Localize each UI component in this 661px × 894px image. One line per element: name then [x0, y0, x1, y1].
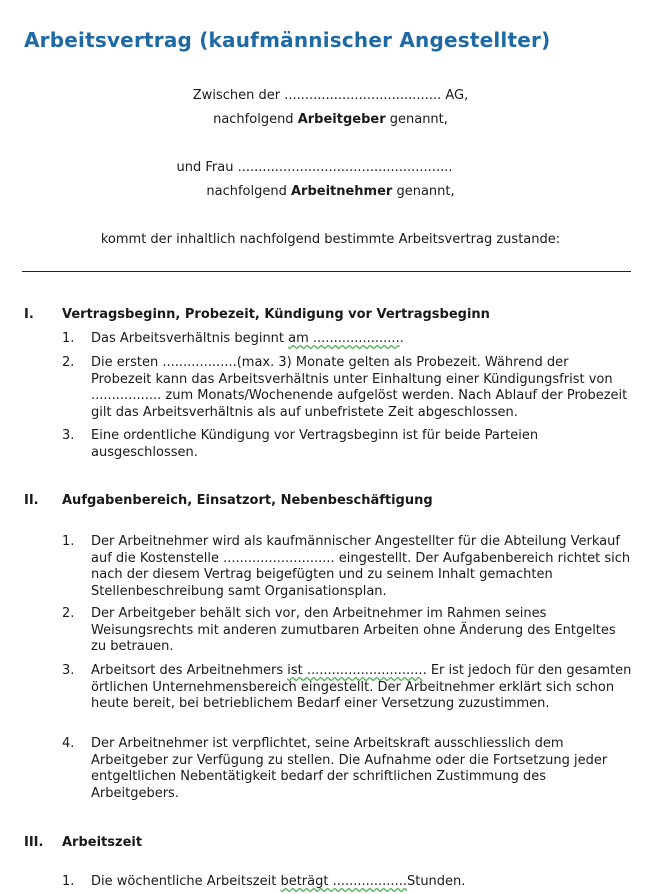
contract-intro: kommt der inhaltlich nachfolgend bestimmte Arbeitsvertrag zustande:: [100, 232, 561, 247]
item-number: 1.: [62, 874, 75, 889]
item-text-pre: Arbeitsort des Arbeitnehmers: [91, 663, 288, 678]
section-heading-1: [24, 307, 490, 322]
party-employee-line: und Frau ....................................................: [176, 160, 453, 175]
spellcheck-marked-text: am .....................: [288, 331, 400, 346]
spellcheck-marked-text: ist ............................: [287, 663, 423, 678]
item-number: 1.: [62, 534, 75, 549]
employee-designation: [0, 184, 661, 200]
list-item: [62, 663, 632, 713]
item-text-post: .: [399, 331, 404, 346]
section-heading-3: [24, 835, 142, 850]
item-text: Der Arbeitnehmer ist verpflichtet, seine Arbeitskraft ausschliesslich dem Arbeitgeber zur Verfügung zu stellen. Die Aufnahme oder die Fortsetzung jeder entgeltlichen Nebentätigkeit bedarf der schriftlichen Zustimmung des Arbeitgebers.: [91, 736, 608, 801]
section-heading-2: [24, 493, 433, 508]
item-text: Eine ordentliche Kündigung vor Vertragsbeginn ist für beide Parteien ausgeschlossen.: [91, 428, 539, 460]
item-number: 3.: [62, 428, 75, 443]
list-item: [62, 534, 632, 600]
list-item: [62, 874, 632, 891]
section-title: Vertragsbeginn, Probezeit, Kündigung vor Vertragsbeginn: [62, 307, 490, 322]
item-text-pre: Die wöchentliche Arbeitszeit: [91, 874, 281, 889]
item-text: [91, 663, 632, 713]
employee-designation-pre: nachfolgend: [206, 184, 291, 199]
employee-term: Arbeitnehmer: [290, 184, 393, 199]
section-number: III.: [24, 835, 44, 850]
item-text-post: Stunden.: [406, 874, 466, 889]
list-item: [62, 428, 632, 461]
item-text: Der Arbeitgeber behält sich vor, den Arbeitnehmer im Rahmen seines Weisungsrechts mit anderen zumutbaren Arbeiten ohne Änderung des Entgeltes zu betrauen.: [91, 606, 616, 654]
item-number: 2.: [62, 355, 75, 370]
list-item: [62, 606, 632, 656]
item-text: [91, 331, 632, 348]
list-item: [62, 331, 632, 348]
list-item: [62, 355, 632, 421]
section-number: II.: [24, 493, 39, 508]
party-employer-line: Zwischen der ...................................... AG,: [192, 88, 469, 103]
section-number: I.: [24, 307, 34, 322]
item-number: 3.: [62, 663, 75, 678]
employer-term: Arbeitgeber: [297, 112, 386, 127]
item-text-pre: Das Arbeitsverhältnis beginnt: [91, 331, 289, 346]
item-text-post: . Er ist jedoch für den gesamten örtlichen Unternehmensbereich eingestellt. Der Arbeitnehmer erklärt sich schon heute bereit, bei betrieblichem Bedarf einer Versetzung zuzustimmen.: [91, 663, 632, 711]
item-number: 2.: [62, 606, 75, 621]
employer-designation-pre: nachfolgend: [213, 112, 298, 127]
item-text: Die ersten ..................(max. 3) Monate gelten als Probezeit. Während der Probezeit kann das Arbeitsverhältnis unter Einhaltung einer Kündigungsfrist von ................. zum Monats/Wochenende aufgelöst werden. Nach Ablauf der Probezeit gilt das Arbeitsverhältnis als auf unbefristete Zeit abgeschlossen.: [91, 355, 628, 420]
item-text: [91, 874, 632, 891]
item-text: Der Arbeitnehmer wird als kaufmännischer Angestellter für die Abteilung Verkauf auf die Kostenstelle ........................... eingestellt. Der Aufgabenbereich richtet sich nach der diesem Vertrag beigefügten und zu seinem Inhalt gemachten Stellenbeschreibung samt Organisationsplan.: [91, 534, 631, 599]
item-number: 1.: [62, 331, 75, 346]
item-number: 4.: [62, 736, 75, 751]
list-item: [62, 736, 632, 802]
employer-designation: [0, 112, 661, 128]
spellcheck-marked-text: beträgt ..................: [280, 874, 407, 889]
document-title: Arbeitsvertrag (kaufmännischer Angestellter): [24, 28, 551, 52]
section-title: Arbeitszeit: [62, 835, 143, 850]
employee-designation-post: genannt,: [392, 184, 455, 199]
employer-designation-post: genannt,: [385, 112, 448, 127]
divider: [22, 271, 631, 272]
section-title: Aufgabenbereich, Einsatzort, Nebenbeschäftigung: [62, 493, 433, 508]
